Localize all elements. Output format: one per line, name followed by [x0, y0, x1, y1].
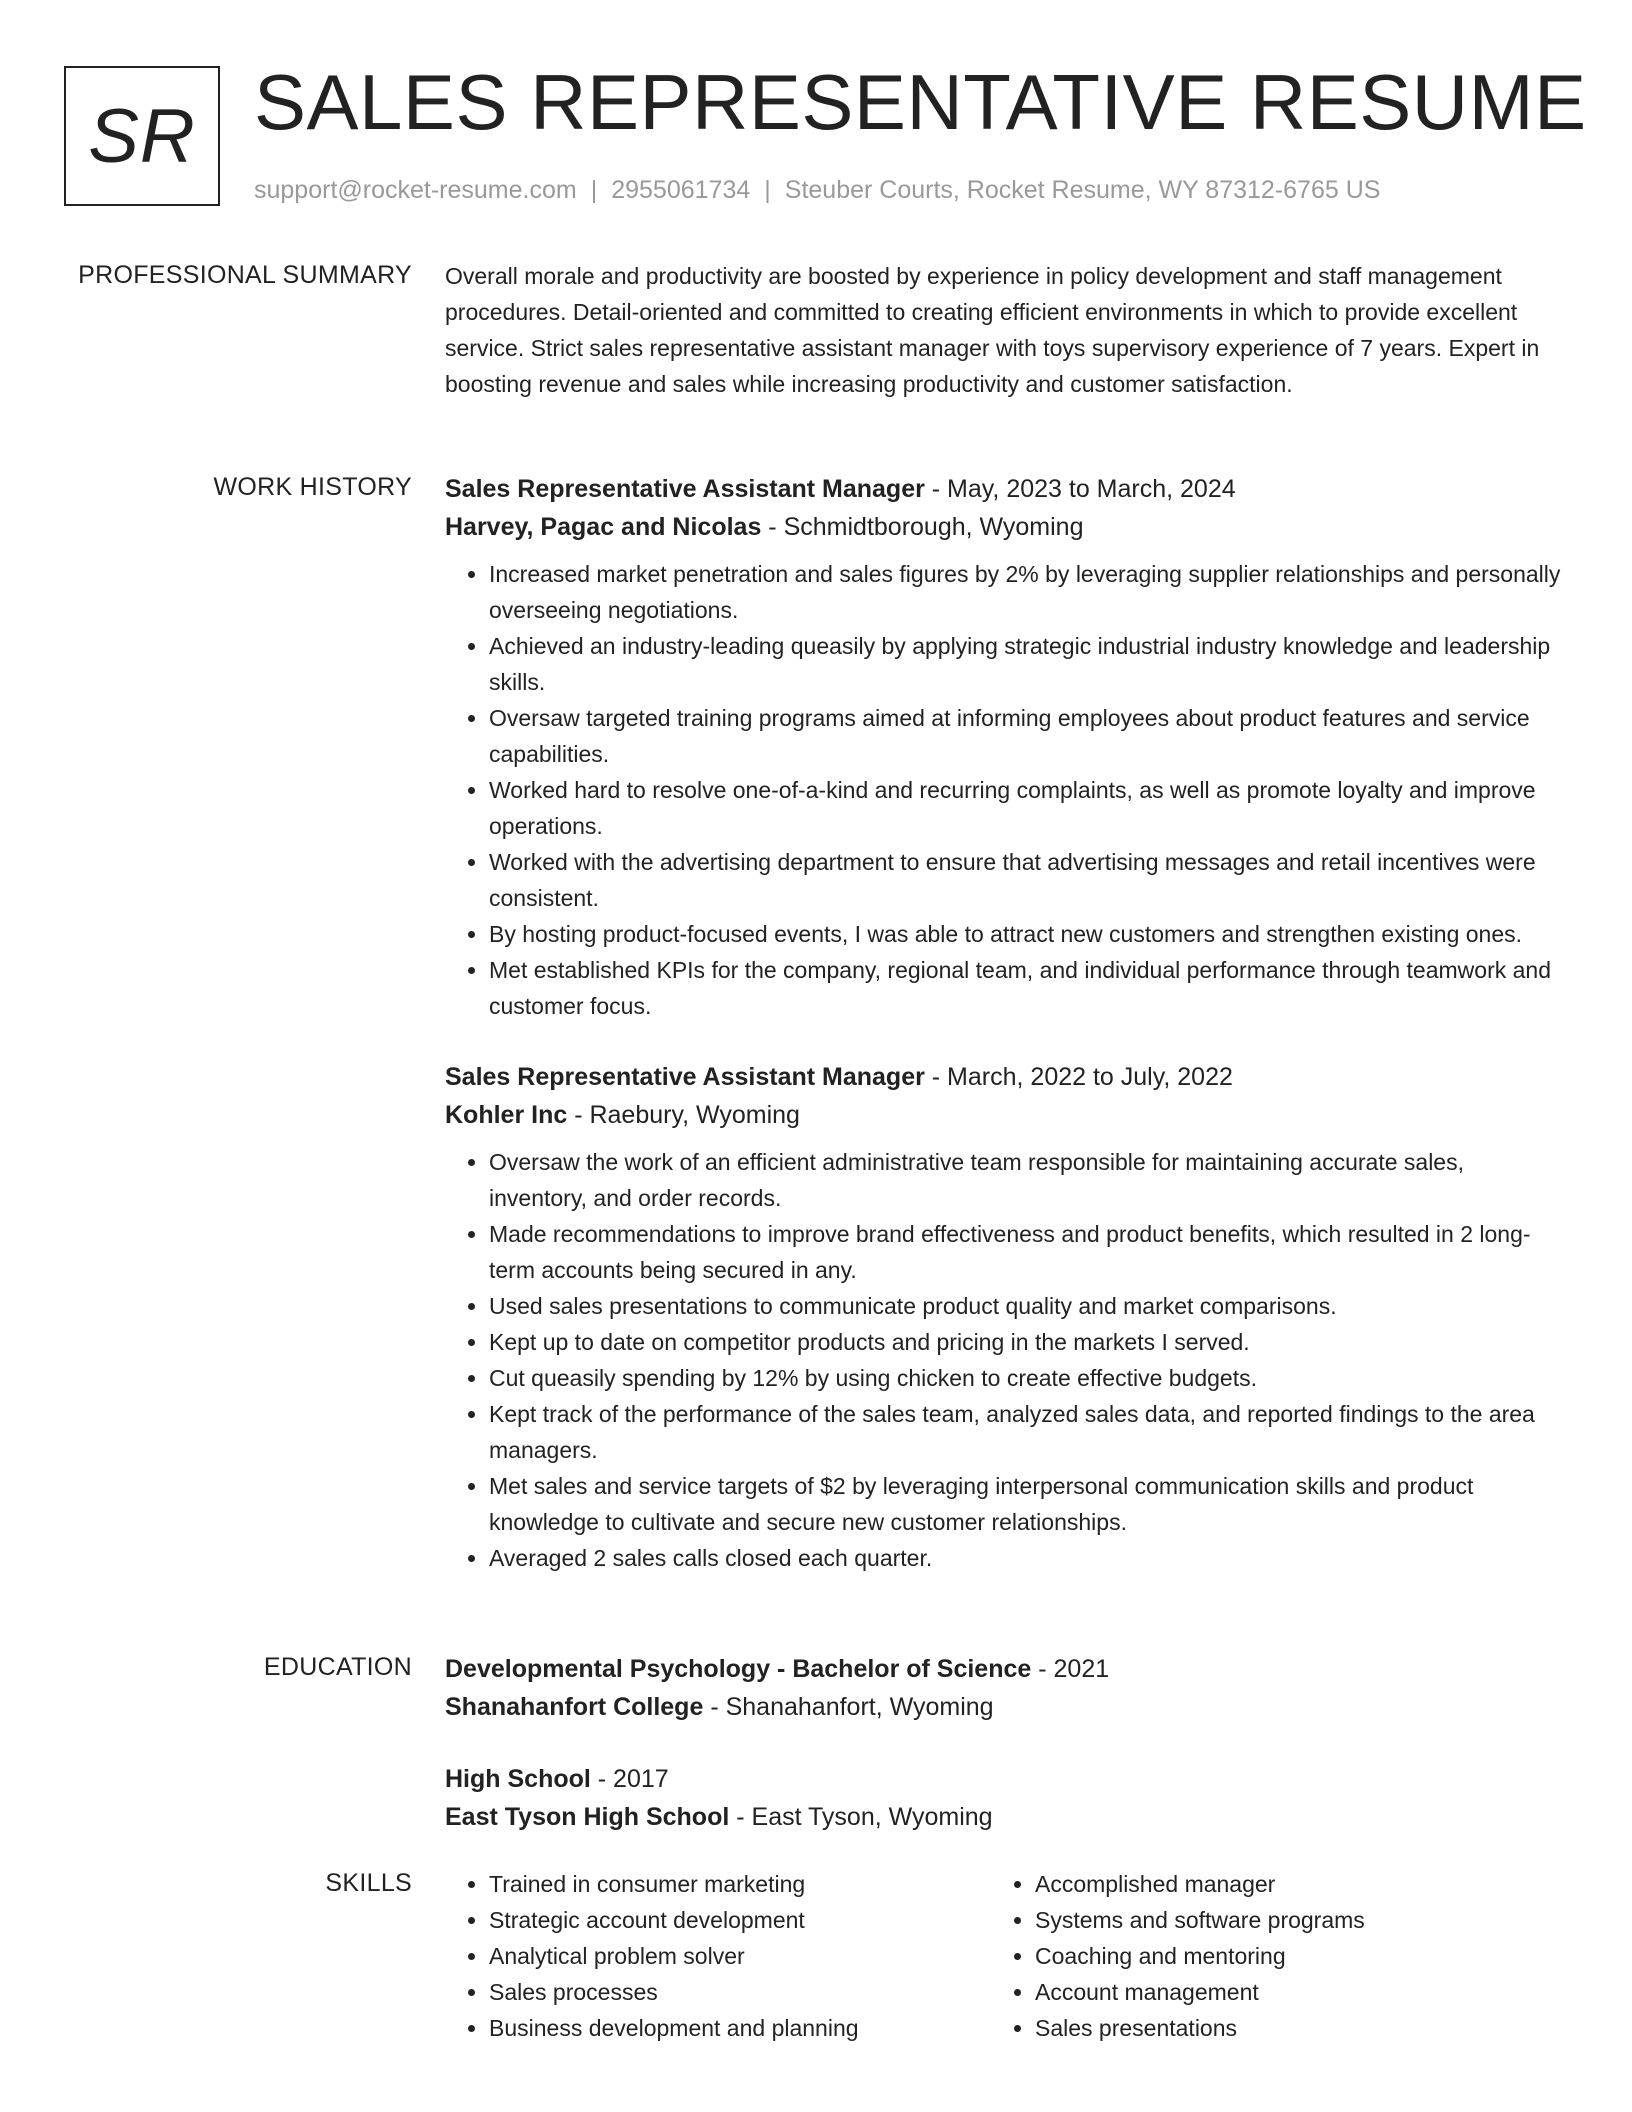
skill-item: • Systems and software programs: [1035, 1902, 1537, 1938]
job-title: Sales Representative Assistant Manager: [445, 1063, 925, 1091]
education-location: - East Tyson, Wyoming: [729, 1803, 993, 1831]
job-company-line: [445, 508, 1565, 546]
skill-item: • Sales processes: [489, 1974, 991, 2010]
skill-item: • Accomplished manager: [1035, 1866, 1537, 1902]
education-degree: High School: [445, 1765, 591, 1793]
job-company-line: [445, 1096, 1565, 1134]
education-entry: [445, 1760, 1565, 1836]
list-item: • Worked with the advertising department to ensure that advertising messages and retail incentives were consistent.: [489, 844, 1565, 916]
section-label-skills: SKILLS: [325, 1869, 412, 1897]
education-entry: [445, 1650, 1565, 1726]
list-item: • Met sales and service targets of $2 by leveraging interpersonal communication skills and product knowledge to cultivate and secure new customer relationships.: [489, 1468, 1565, 1540]
job-company: Kohler Inc: [445, 1101, 568, 1129]
education-degree: Developmental Psychology - Bachelor of Science: [445, 1655, 1032, 1683]
skill-item: • Account management: [1035, 1974, 1537, 2010]
monogram-logo: SR: [64, 66, 220, 206]
skill-item: • Strategic account development: [489, 1902, 991, 1938]
education-location: - Shanahanfort, Wyoming: [703, 1693, 994, 1721]
skills-body: [445, 1866, 1565, 2046]
skills-list-left: [445, 1866, 991, 2046]
education-year: - 2021: [1031, 1655, 1110, 1683]
list-item: • Oversaw targeted training programs aimed at informing employees about product features and service capabilities.: [489, 700, 1565, 772]
skill-item: • Sales presentations: [1035, 2010, 1537, 2046]
list-item: • Kept up to date on competitor products and pricing in the markets I served.: [489, 1324, 1565, 1360]
job-entry: [445, 470, 1565, 1024]
job-bullets: [445, 1144, 1565, 1576]
contact-email[interactable]: support@rocket-resume.com: [254, 176, 577, 204]
resume-title: SALES REPRESENTATIVE RESUME: [254, 58, 1587, 146]
job-entry: [445, 1058, 1565, 1576]
education-body: [445, 1650, 1565, 1836]
education-degree-line: [445, 1760, 1565, 1798]
skill-item: • Business development and planning: [489, 2010, 991, 2046]
summary-body: [445, 258, 1565, 402]
education-school: East Tyson High School: [445, 1803, 730, 1831]
education-school-line: [445, 1798, 1565, 1836]
list-item: • By hosting product-focused events, I was able to attract new customers and strengthen existing ones.: [489, 916, 1565, 952]
section-label-work-history: WORK HISTORY: [213, 473, 412, 501]
list-item: • Averaged 2 sales calls closed each quarter.: [489, 1540, 1565, 1576]
contact-address: Steuber Courts, Rocket Resume, WY 87312-6765 US: [784, 176, 1381, 204]
list-item: • Achieved an industry-leading queasily by applying strategic industrial industry knowledge and leadership skills.: [489, 628, 1565, 700]
list-item: • Cut queasily spending by 12% by using chicken to create effective budgets.: [489, 1360, 1565, 1396]
job-title-line: [445, 470, 1565, 508]
job-location: - Schmidtborough, Wyoming: [761, 513, 1084, 541]
skills-list-right: [991, 1866, 1537, 2046]
section-label-summary: PROFESSIONAL SUMMARY: [78, 261, 412, 289]
job-title-line: [445, 1058, 1565, 1096]
education-year: - 2017: [590, 1765, 669, 1793]
contact-phone[interactable]: 2955061734: [611, 176, 751, 204]
job-company: Harvey, Pagac and Nicolas: [445, 513, 762, 541]
job-dates: - March, 2022 to July, 2022: [924, 1063, 1233, 1091]
skills-columns: [445, 1866, 1565, 2046]
job-bullets: [445, 556, 1565, 1024]
list-item: • Kept track of the performance of the sales team, analyzed sales data, and reported findings to the area managers.: [489, 1396, 1565, 1468]
list-item: • Worked hard to resolve one-of-a-kind and recurring complaints, as well as promote loyalty and improve operations.: [489, 772, 1565, 844]
job-title: Sales Representative Assistant Manager: [445, 475, 925, 503]
skill-item: • Analytical problem solver: [489, 1938, 991, 1974]
contact-separator: |: [764, 176, 771, 204]
list-item: • Increased market penetration and sales figures by 2% by leveraging supplier relationships and personally overseeing negotiations.: [489, 556, 1565, 628]
list-item: • Oversaw the work of an efficient administrative team responsible for maintaining accurate sales, inventory, and order records.: [489, 1144, 1565, 1216]
job-dates: - May, 2023 to March, 2024: [924, 475, 1236, 503]
summary-text: Overall morale and productivity are boosted by experience in policy development and staff management procedures. Detail-oriented and committed to creating efficient environments in which to provide excellent service. Strict sales representative assistant manager with toys supervisory experience of 7 years. Expert in boosting revenue and sales while increasing productivity and customer satisfaction.: [445, 263, 1540, 397]
education-school-line: [445, 1688, 1565, 1726]
contact-line: [254, 174, 1380, 206]
list-item: • Met established KPIs for the company, regional team, and individual performance through teamwork and customer focus.: [489, 952, 1565, 1024]
skill-item: • Coaching and mentoring: [1035, 1938, 1537, 1974]
education-school: Shanahanfort College: [445, 1693, 704, 1721]
education-degree-line: [445, 1650, 1565, 1688]
contact-separator: |: [590, 176, 598, 204]
job-location: - Raebury, Wyoming: [567, 1101, 800, 1129]
list-item: • Made recommendations to improve brand effectiveness and product benefits, which resulted in 2 long-term accounts being secured in any.: [489, 1216, 1565, 1288]
list-item: • Used sales presentations to communicate product quality and market comparisons.: [489, 1288, 1565, 1324]
work-history-body: [445, 470, 1565, 1576]
section-label-education: EDUCATION: [263, 1653, 412, 1681]
skill-item: • Trained in consumer marketing: [489, 1866, 991, 1902]
